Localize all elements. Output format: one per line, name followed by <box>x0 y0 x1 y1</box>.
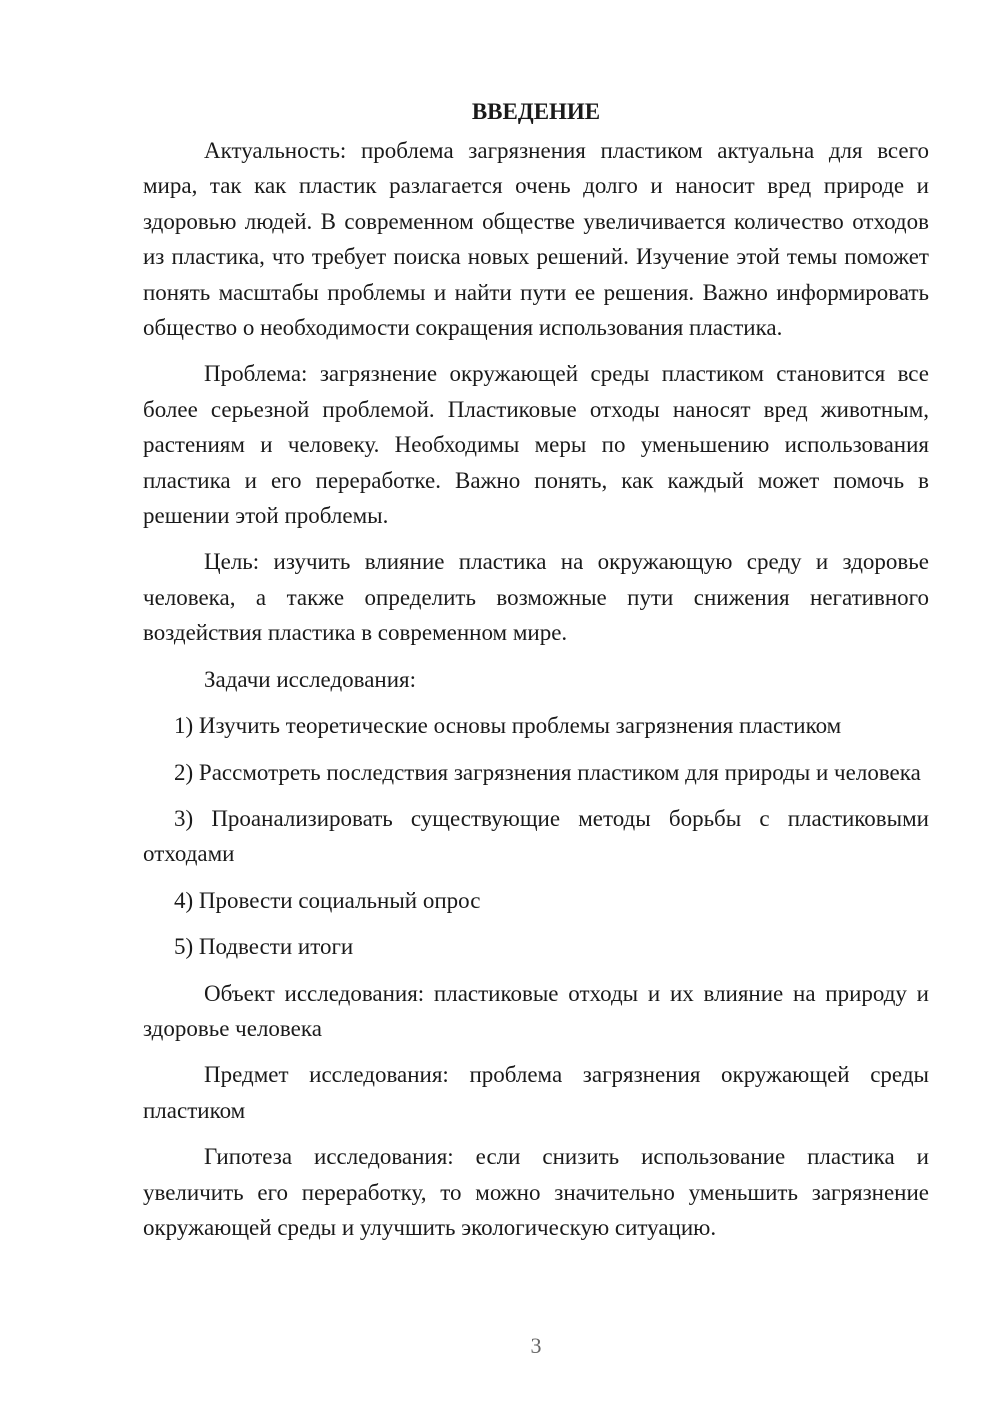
task-item-2: 2) Рассмотреть последствия загрязнения пластиком для природы и человека <box>174 759 921 785</box>
paragraph-relevance: Актуальность: проблема загрязнения пластиком актуальна для всего мира, так как пластик разлагается очень долго и наносит вред природе и здоровью людей. В современном обществе увеличивается количество отходов из пластика, что требует поиска новых решений. Изучение этой темы поможет понять масштабы проблемы и найти пути ее решения. Важно информировать общество о необходимости сокращения использования пластика. <box>143 138 929 341</box>
paragraph-subject: Предмет исследования: проблема загрязнения окружающей среды пластиком <box>143 1062 929 1123</box>
page-number: 3 <box>530 1333 542 1358</box>
paragraph-hypothesis: Гипотеза исследования: если снизить использование пластика и увеличить его переработку, то можно значительно уменьшить загрязнение окружающей среды и улучшить экологическую ситуацию. <box>143 1144 929 1240</box>
task-item-3: 3) Проанализировать существующие методы борьбы с пластиковыми отходами <box>143 805 929 867</box>
paragraph-object: Объект исследования: пластиковые отходы и их влияние на природу и здоровье человека <box>143 980 929 1041</box>
task-item-1: 1) Изучить теоретические основы проблемы загрязнения пластиком <box>174 713 842 739</box>
task-item-4: 4) Провести социальный опрос <box>174 887 481 913</box>
paragraph-problem: Проблема: загрязнение окружающей среды пластиком становится все более серьезной проблемой. Пластиковые отходы наносят вред животным, растениям и человеку. Необходимы меры по уменьшению использования пластика и его переработке. Важно понять, как каждый может помочь в решении этой проблемы. <box>143 361 929 529</box>
task-item-5: 5) Подвести итоги <box>174 934 354 960</box>
page-content <box>143 95 929 1256</box>
paragraph-goal: Цель: изучить влияние пластика на окружающую среду и здоровье человека, а также определить возможные пути снижения негативного воздействия пластика в современном мире. <box>143 549 929 646</box>
section-title: ВВЕДЕНИЕ <box>471 99 601 124</box>
tasks-heading: Задачи исследования: <box>204 666 417 692</box>
